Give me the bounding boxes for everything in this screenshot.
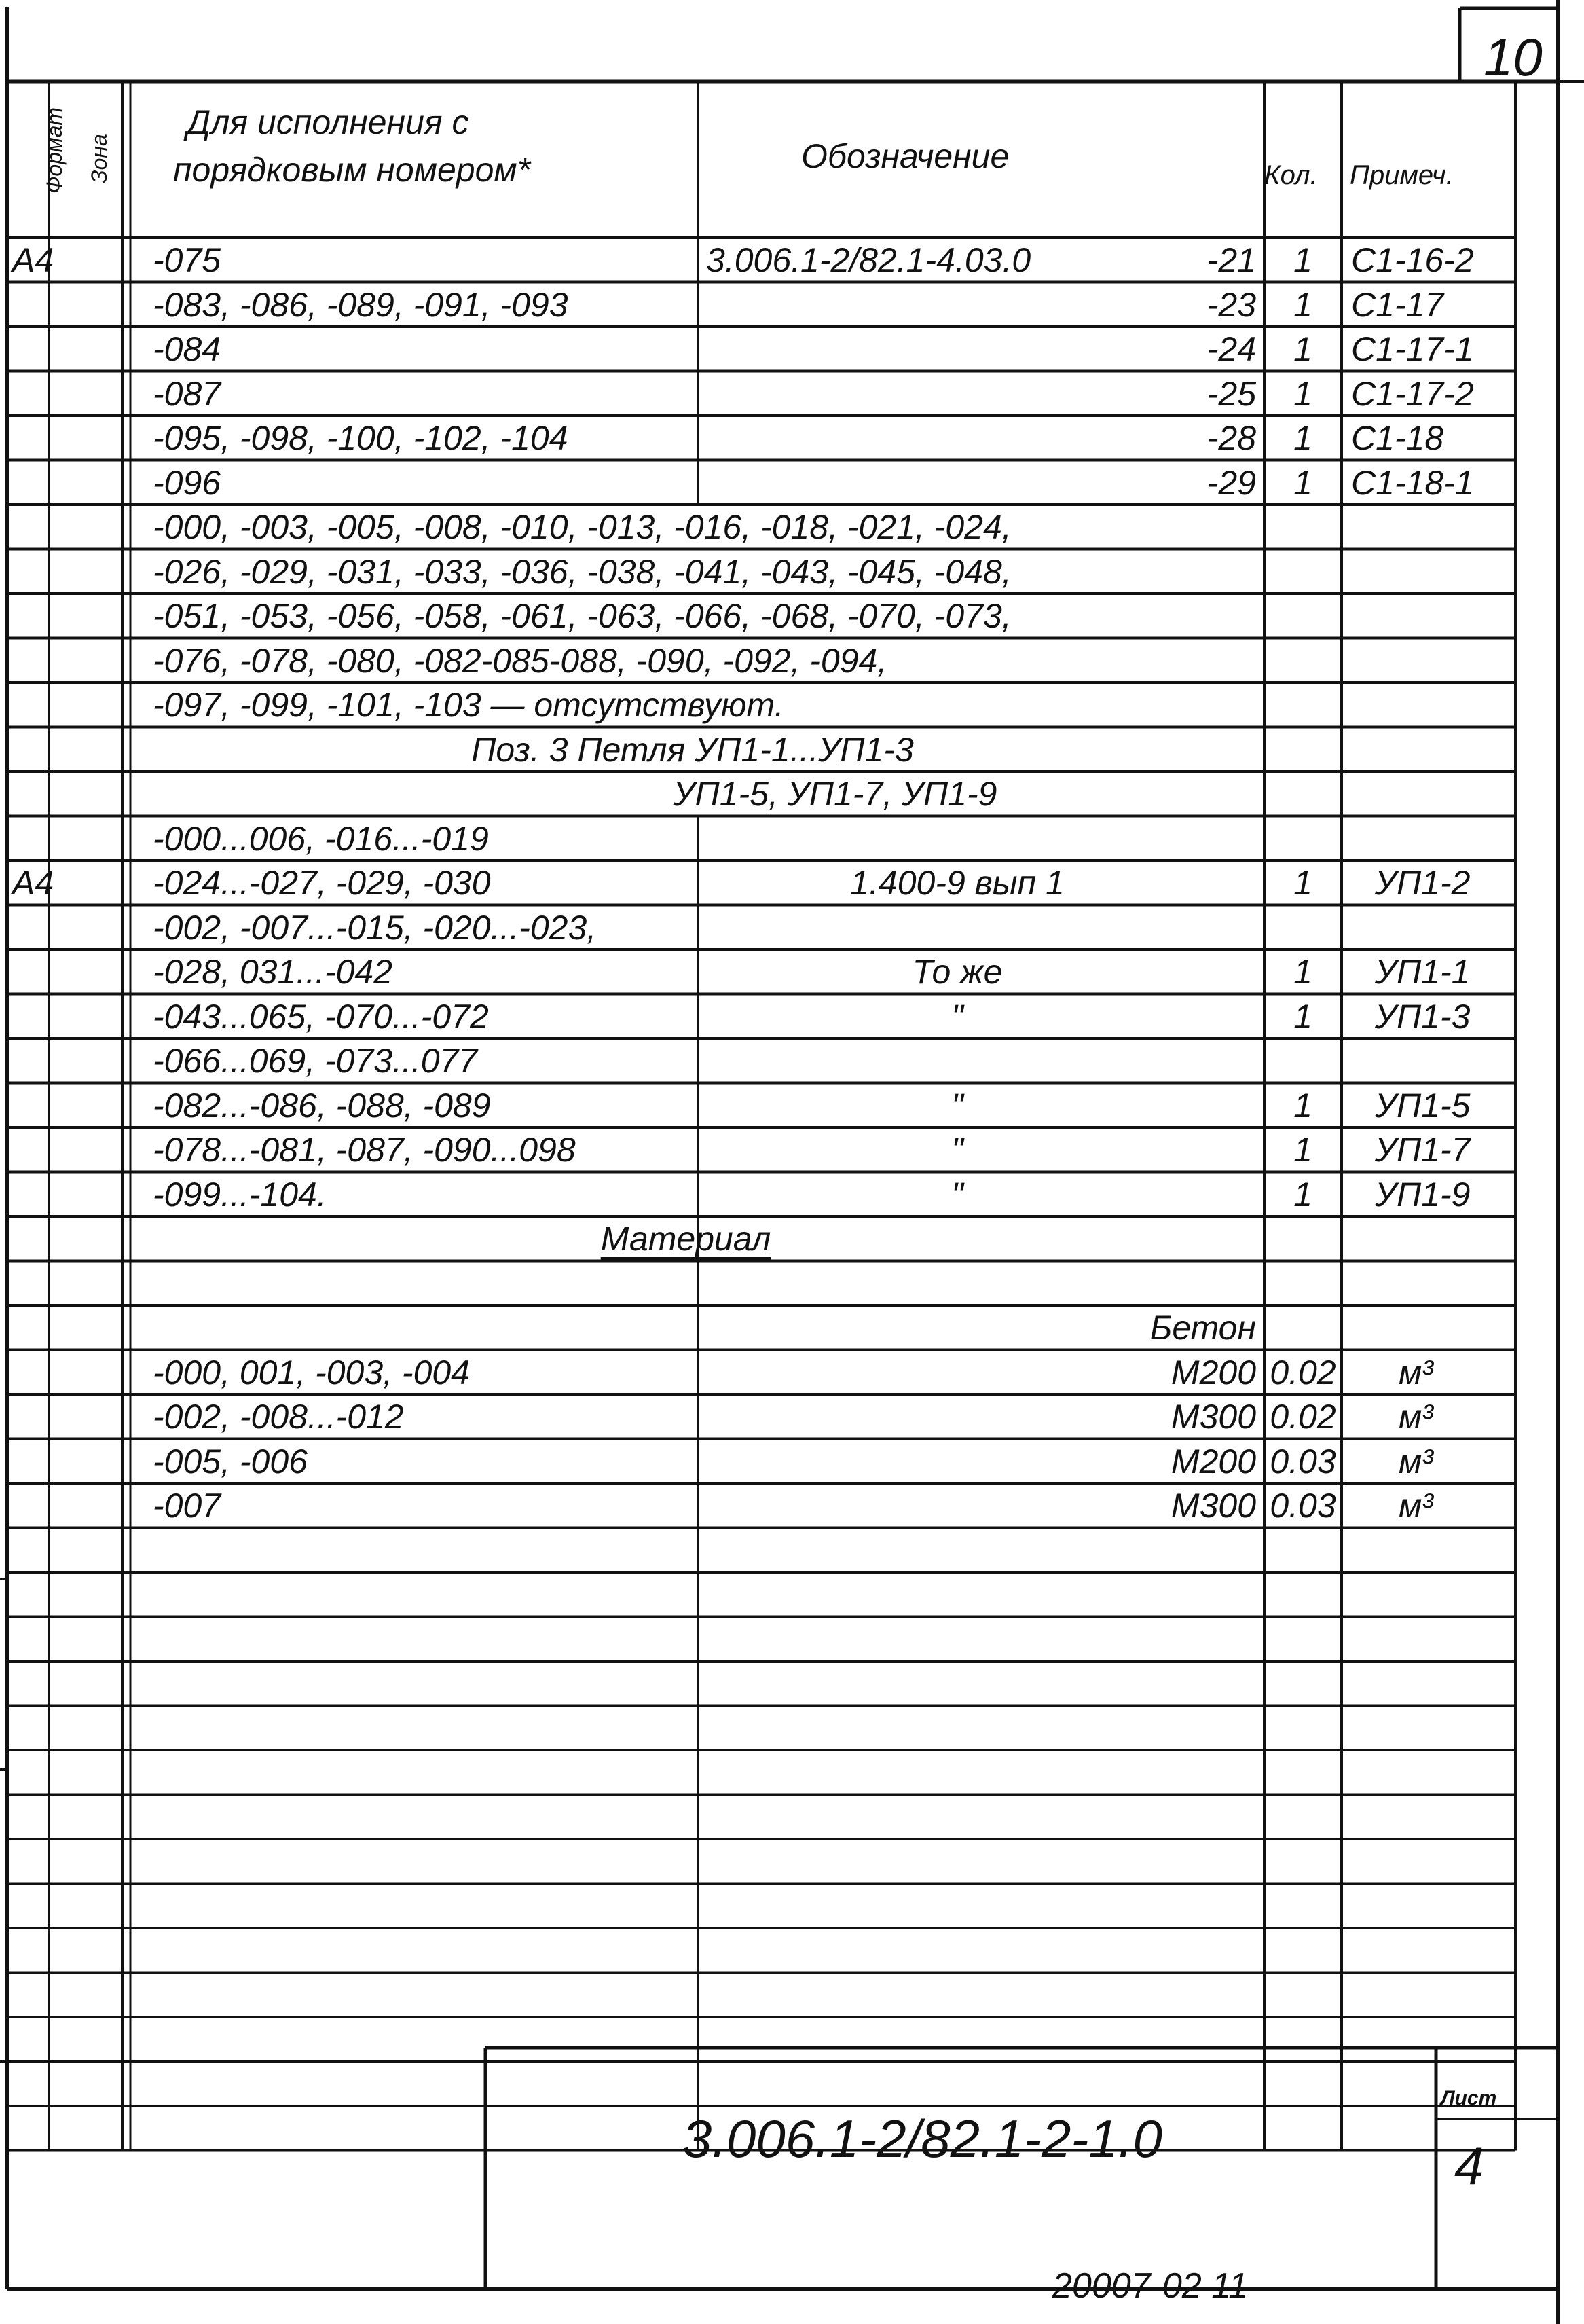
material-variant: -007 (153, 1487, 221, 1525)
section-title-1: Поз. 3 Петля УП1-1...УП1-3 (471, 730, 914, 769)
row-variant: -096 (153, 463, 221, 502)
row-note: С1-17-1 (1351, 330, 1474, 368)
row-variant: -095, -098, -100, -102, -104 (153, 419, 568, 457)
row-designation-suffix: -25 (1207, 374, 1256, 413)
section-title-2: УП1-5, УП1-7, УП1-9 (673, 775, 997, 813)
row-note: С1-17-2 (1351, 374, 1474, 413)
loop-qty: 1 (1293, 1131, 1312, 1169)
row-qty: 1 (1293, 241, 1312, 279)
header-note: Примеч. (1350, 160, 1454, 190)
loop-designation: " (951, 1086, 963, 1125)
loop-variant: -024...-027, -029, -030 (153, 864, 491, 902)
material-title: Материал (600, 1220, 771, 1258)
material-qty: 0.03 (1270, 1487, 1336, 1525)
header-variant-line1: Для исполнения с (187, 103, 469, 141)
material-note: м³ (1399, 1487, 1433, 1525)
row-designation-suffix: -29 (1207, 463, 1256, 502)
loop-variant: -002, -007...-015, -020...-023, (153, 908, 597, 947)
absent-list-line: -026, -029, -031, -033, -036, -038, -041, -043, -045, -048, (153, 552, 1012, 591)
loop-variant: -099...-104. (153, 1175, 327, 1214)
material-designation: М300 (1171, 1487, 1256, 1525)
row-note: С1-18-1 (1351, 463, 1474, 502)
loop-qty: 1 (1293, 1086, 1312, 1125)
loop-note: УП1-5 (1375, 1086, 1471, 1125)
row-note: С1-16-2 (1351, 241, 1474, 279)
loop-note: УП1-7 (1375, 1131, 1471, 1169)
title-block-sheet-number: 4 (1454, 2136, 1484, 2196)
loop-designation: 1.400-9 вып 1 (850, 864, 1065, 902)
page-number: 10 (1484, 27, 1543, 87)
row-variant: -084 (153, 330, 221, 368)
material-variant: -005, -006 (153, 1442, 308, 1481)
material-note: м³ (1399, 1353, 1433, 1392)
concrete-label: Бетон (1149, 1309, 1256, 1347)
row-designation-suffix: -21 (1207, 241, 1256, 279)
loop-variant: -043...065, -070...-072 (153, 997, 489, 1036)
row-variant: -075 (153, 241, 221, 279)
material-designation: М200 (1171, 1442, 1256, 1481)
row-format: А4 (12, 241, 54, 279)
material-designation: М200 (1171, 1353, 1256, 1392)
row-designation-suffix: -28 (1207, 419, 1256, 457)
loop-designation: То же (912, 953, 1003, 991)
material-qty: 0.02 (1270, 1353, 1336, 1392)
material-variant: -002, -008...-012 (153, 1398, 404, 1436)
loop-designation: " (951, 997, 963, 1036)
row-qty: 1 (1293, 374, 1312, 413)
header-zone: Зона (87, 134, 111, 183)
material-note: м³ (1399, 1398, 1433, 1436)
loop-designation: " (951, 1131, 963, 1169)
header-qty: Кол. (1264, 160, 1318, 190)
row-qty: 1 (1293, 463, 1312, 502)
loop-note: УП1-9 (1375, 1175, 1471, 1214)
row-designation-suffix: -23 (1207, 285, 1256, 324)
loop-variant: -000...006, -016...-019 (153, 819, 489, 858)
loop-note: УП1-2 (1375, 864, 1471, 902)
loop-qty: 1 (1293, 997, 1312, 1036)
loop-variant: -082...-086, -088, -089 (153, 1086, 491, 1125)
loop-note: УП1-1 (1375, 953, 1471, 991)
row-variant: -083, -086, -089, -091, -093 (153, 285, 568, 324)
loop-qty: 1 (1293, 864, 1312, 902)
loop-qty: 1 (1293, 953, 1312, 991)
row-qty: 1 (1293, 285, 1312, 324)
row-designation-suffix: -24 (1207, 330, 1256, 368)
row-variant: -087 (153, 374, 221, 413)
row-designation: 3.006.1-2/82.1-4.03.0 (706, 241, 1031, 279)
loop-variant: -028, 031...-042 (153, 953, 393, 991)
material-designation: М300 (1171, 1398, 1256, 1436)
header-designation: Обозначение (801, 137, 1010, 175)
title-block-doc-number: 3.006.1-2/82.1-2-1.0 (682, 2109, 1162, 2168)
header-variant-line2: порядковым номером* (173, 151, 531, 189)
row-note: С1-18 (1351, 419, 1444, 457)
loop-variant: -078...-081, -087, -090...098 (153, 1131, 576, 1169)
material-qty: 0.03 (1270, 1442, 1336, 1481)
material-note: м³ (1399, 1442, 1433, 1481)
absent-list-line: -076, -078, -080, -082-085-088, -090, -092, -094, (153, 641, 887, 680)
material-qty: 0.02 (1270, 1398, 1336, 1436)
footer-stamp: 20007-02 11 (1052, 2266, 1249, 2306)
row-note: С1-17 (1351, 285, 1444, 324)
title-block-sheet-label: Лист (1441, 2087, 1497, 2109)
loop-format: А4 (12, 864, 54, 902)
absent-list-line: -097, -099, -101, -103 — отсутствуют. (153, 686, 784, 724)
row-qty: 1 (1293, 330, 1312, 368)
material-variant: -000, 001, -003, -004 (153, 1353, 470, 1392)
loop-qty: 1 (1293, 1175, 1312, 1214)
loop-designation: " (951, 1175, 963, 1214)
header-format: Формат (42, 107, 67, 194)
loop-note: УП1-3 (1375, 997, 1471, 1036)
absent-list-line: -051, -053, -056, -058, -061, -063, -066, -068, -070, -073, (153, 597, 1012, 635)
row-qty: 1 (1293, 419, 1312, 457)
absent-list-line: -000, -003, -005, -008, -010, -013, -016, -018, -021, -024, (153, 508, 1012, 546)
loop-variant: -066...069, -073...077 (153, 1042, 478, 1080)
